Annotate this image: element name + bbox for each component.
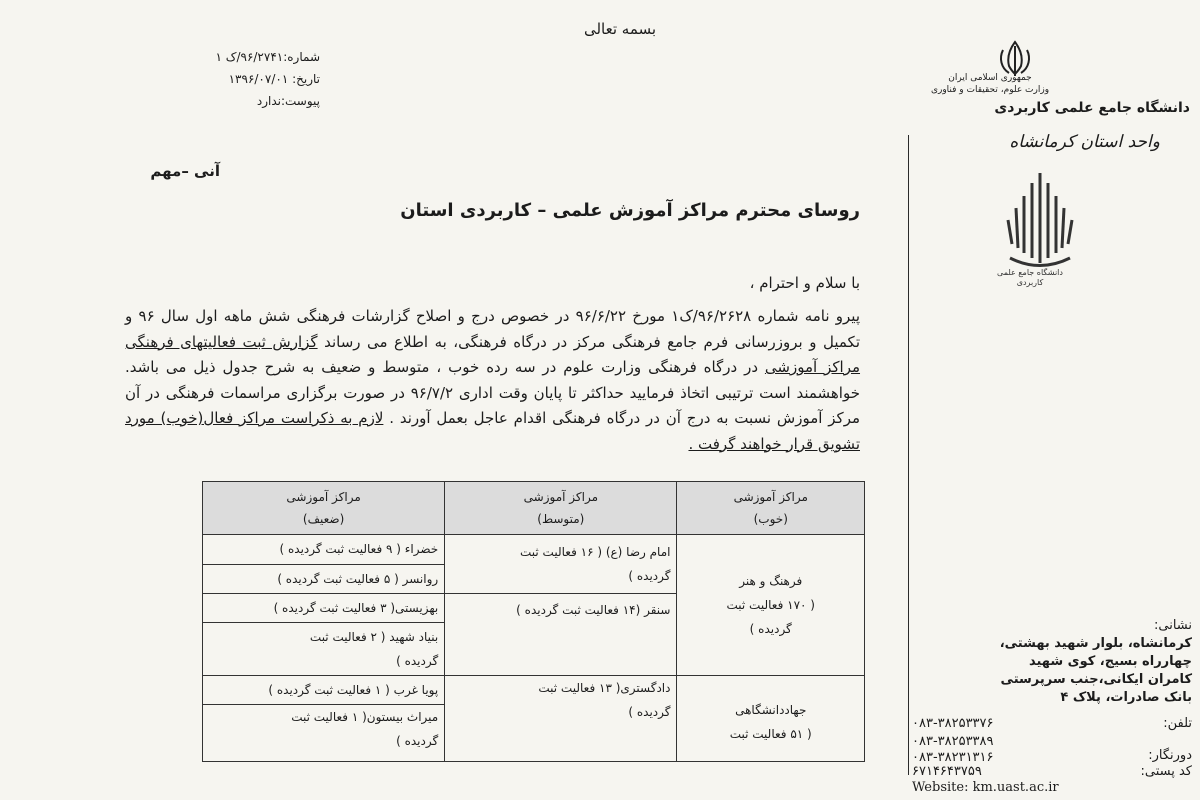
body-text-2: در درگاه فرهنگی وزارت علوم در سه رده خوب ، متوسط و ضعیف به شرح جدول ذیل می باشد. خواهشمند است ترتیبی اتخاذ فرمایید حداکثر تا پایان وقت اداری ۹۶/۷/۲ در صورت برگزاری مراسمات فرهنگی در آن مرکز آموزش نسبت به درج آن در درگاه فرهنگی اقدام عاجل بعمل آورند .	[125, 358, 861, 427]
table-cell-good-2: جهاددانشگاهی ( ۵۱ فعالیت ثبت	[677, 676, 865, 762]
website-link[interactable]: Website: km.uast.ac.ir	[912, 780, 1059, 795]
letter-body	[125, 304, 860, 457]
table-cell-good-1: فرهنگ و هنر ( ۱۷۰ فعالیت ثبت گردیده )	[677, 535, 865, 676]
logo-government: جمهوری اسلامی ایران وزارت علوم، تحقیقات و فناوری	[930, 73, 1050, 95]
phone-label: تلفن:	[1163, 716, 1192, 731]
centers-table	[202, 481, 865, 762]
phone-number: ۰۸۳-۳۸۲۵۳۳۸۹	[912, 734, 994, 749]
letter-date: تاریخ: ۱۳۹۶/۰۷/۰۱	[228, 72, 320, 86]
priority-label: آنی –مهم	[150, 162, 220, 180]
postal-label: کد پستی:	[1140, 764, 1192, 779]
address-line: کامران ایکانی،جنب سرپرستی	[1000, 672, 1192, 687]
phone-number: ۰۸۳-۳۸۲۵۳۳۷۶	[912, 716, 994, 731]
university-mark-caption: دانشگاه جامع علمی کاربردی	[997, 268, 1063, 287]
logo-university: دانشگاه جامع علمی کاربردی	[994, 100, 1190, 116]
body-underlined-1: گزارش ثبت فعالیتهای فرهنگی مراکز آموزشی	[125, 332, 861, 376]
table-cell-weak-5: پویا غرب ( ۱ فعالیت ثبت گردیده )	[203, 676, 445, 705]
table-cell-medium-2: سنقر (۱۴ فعالیت ثبت گردیده )	[445, 594, 677, 676]
table-row	[203, 676, 865, 705]
header-medium: مراکز آموزشی (متوسط)	[445, 482, 677, 535]
address-line: بانک صادرات، پلاک ۴	[1060, 690, 1192, 705]
postal-code: ۶۷۱۴۶۴۳۷۵۹	[912, 764, 982, 779]
fax-label: دورنگار:	[1148, 748, 1192, 763]
letter-number: شماره:۹۶/۲۷۴۱/ک ۱	[215, 50, 320, 64]
table-cell-weak-4: بنیاد شهید ( ۲ فعالیت ثبت گردیده )	[203, 623, 445, 676]
table-row	[203, 535, 865, 565]
address-line: چهارراه بسیج، کوی شهید	[1028, 654, 1192, 669]
basmala: بسمه تعالی	[583, 20, 657, 38]
letter-attachment: پیوست:ندارد	[256, 94, 320, 108]
header-weak: مراکز آموزشی (ضعیف)	[203, 482, 445, 535]
address-line: کرمانشاه، بلوار شهید بهشتی،	[999, 636, 1192, 651]
table-header-row	[203, 482, 865, 535]
table-cell-weak-6: میراث بیستون( ۱ فعالیت ثبت گردیده )	[203, 705, 445, 762]
fax-number: ۰۸۳-۳۸۲۳۱۳۱۶	[912, 750, 994, 765]
salutation: با سلام و احترام ،	[749, 274, 860, 292]
table-cell-weak-2: روانسر ( ۵ فعالیت ثبت گردیده )	[203, 564, 445, 594]
body-underlined-2: لازم به ذکراست مراکز فعال(خوب) مورد تشویق قرار خواهند گرفت .	[125, 409, 860, 453]
letterhead-divider	[908, 135, 909, 775]
addressee: روسای محترم مراکز آموزش علمی – کاربردی استان	[400, 200, 860, 221]
table-cell-weak-1: خضراء ( ۹ فعالیت ثبت گردیده )	[203, 535, 445, 565]
address-label: نشانی:	[1153, 618, 1192, 633]
body-text-1: پیرو نامه شماره ۹۶/۲۶۲۸/ک۱ مورخ ۹۶/۶/۲۲ در خصوص درج و اصلاح گزارشات فرهنگی شش ماهه اول سال ۹۶ و تکمیل و بروزرسانی فرم جامع فرهنگی مرکز در درگاه فرهنگی، به اطلاع می رساند	[125, 307, 861, 351]
header-good: مراکز آموزشی (خوب)	[677, 482, 865, 535]
table-cell-weak-3: بهزیستی( ۳ فعالیت ثبت گردیده )	[203, 594, 445, 623]
table-cell-medium-1: امام رضا (ع) ( ۱۶ فعالیت ثبت گردیده )	[445, 535, 677, 594]
logo-branch: واحد استان کرمانشاه	[1009, 132, 1160, 152]
table-cell-medium-3: دادگستری( ۱۳ فعالیت ثبت گردیده )	[445, 676, 677, 762]
